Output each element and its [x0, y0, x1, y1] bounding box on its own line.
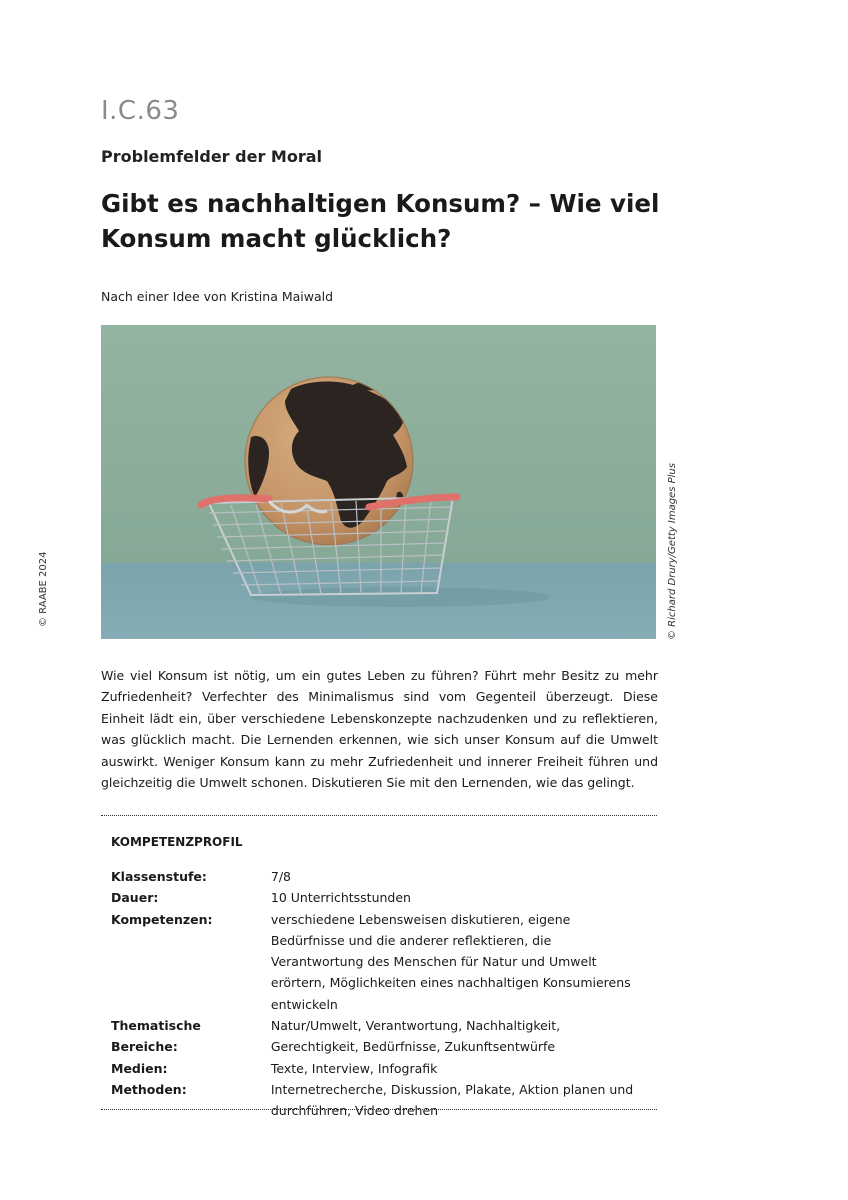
globe	[245, 377, 413, 545]
kompetenzprofil-table	[111, 866, 651, 1122]
kompetenzprofil-heading: KOMPETENZPROFIL	[111, 835, 243, 849]
cover-photo	[101, 325, 656, 639]
divider-top	[101, 815, 657, 816]
copyright-notice: © RAABE 2024	[38, 551, 49, 627]
row-label: Kompetenzen:	[111, 911, 213, 927]
table-row	[111, 887, 651, 908]
row-label: Dauer:	[111, 890, 159, 906]
intro-paragraph: Wie viel Konsum ist nötig, um ein gutes Leben zu führen? Führt mehr Besitz zu mehr Zufriedenheit? Verfechter des Minimalismus sind vom Gegenteil überzeugt. Diese Einheit lädt ein, über verschiedene Lebenskonzepte nachzudenken und zu reflektieren, was glücklich macht. Die Lernenden erkennen, wie sich unser Konsum auf die Umwelt auswirkt. Weniger Konsum kann zu mehr Zufriedenheit und innerer Freiheit führen und gleichzeitig die Umwelt schonen. Diskutieren Sie mit den Lernenden, wie das gelingt.	[101, 668, 658, 791]
table-row	[111, 1015, 651, 1058]
table-row	[111, 1058, 651, 1079]
row-label: Methoden:	[111, 1081, 187, 1097]
divider-bottom	[101, 1109, 657, 1110]
row-value: Natur/Umwelt, Verantwortung, Nachhaltigkeit, Gerechtigkeit, Bedürfnisse, Zukunftsentwürfe	[270, 1018, 561, 1055]
row-label: Thematische Bereiche:	[111, 1018, 201, 1055]
section-title: Problemfelder der Moral	[101, 147, 322, 166]
image-credit: © Richard Drury/Getty Images Plus	[667, 463, 678, 640]
row-label: Medien:	[111, 1060, 168, 1076]
table-row	[111, 909, 651, 1015]
row-value: Internetrecherche, Diskussion, Plakate, Aktion planen und durchführen, Video drehen	[270, 1081, 634, 1119]
table-row	[111, 1079, 651, 1122]
author-line: Nach einer Idee von Kristina Maiwald	[101, 289, 334, 304]
row-value: 7/8	[270, 869, 291, 884]
document-code: I.C.63	[101, 96, 180, 126]
row-label: Klassenstufe:	[111, 869, 207, 884]
row-value: 10 Unterrichtsstunden	[270, 890, 411, 906]
row-value: Texte, Interview, Infografik	[270, 1060, 438, 1076]
table-row	[111, 866, 651, 887]
page-title: Gibt es nachhaltigen Konsum? – Wie viel Konsum macht glücklich?	[101, 189, 660, 253]
row-value: verschiedene Lebensweisen diskutieren, eigene Bedürfnisse und die anderer reflektieren, die Verantwortung des Menschen für Natur und Umwelt erörtern, Möglichkeiten eines nachhaltigen Konsumierens entwickeln	[270, 911, 631, 1012]
